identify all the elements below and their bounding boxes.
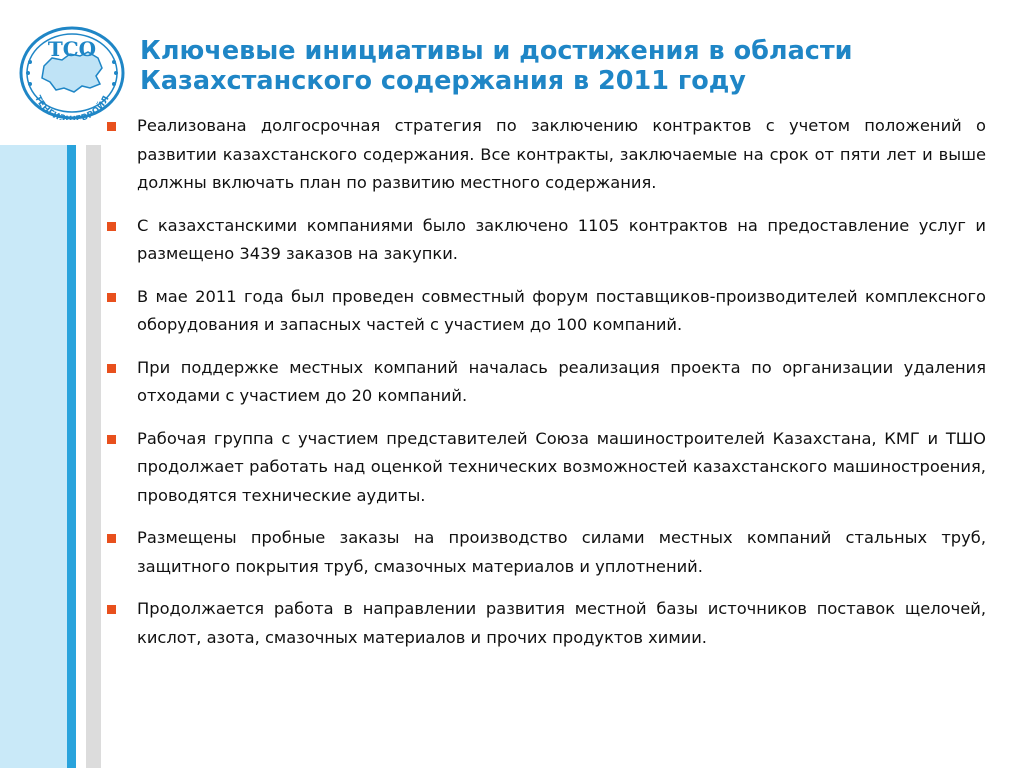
bullet-square-icon xyxy=(107,435,116,444)
logo-top-text: ТСО xyxy=(47,37,97,61)
bullet-square-icon xyxy=(107,605,116,614)
tengizchevroil-logo-icon xyxy=(18,26,126,120)
bullet-list xyxy=(104,112,986,666)
list-item-text: Рабочая группа с участием представителей Союза машиностроителей Казахстана, КМГ и ТШО продолжает работать над оценкой технических возможностей казахстанского машиностроения, проводятся технические аудиты. xyxy=(137,428,986,505)
list-item-text: В мае 2011 года был проведен совместный форум поставщиков-производителей комплексного оборудования и запасных частей с участием до 100 компаний. xyxy=(137,286,986,334)
list-item-text: Продолжается работа в направлении развития местной базы источников поставок щелочей, кислот, азота, смазочных материалов и прочих продуктов химии. xyxy=(137,599,986,647)
page-title xyxy=(140,36,1000,96)
list-item xyxy=(104,283,986,340)
list-item-text: При поддержке местных компаний началась реализация проекта по организации удаления отходами с участием до 20 компаний. xyxy=(137,357,986,405)
bullet-square-icon xyxy=(107,122,116,131)
list-item xyxy=(104,595,986,652)
title-line-1: Ключевые инициативы и достижения в области xyxy=(140,36,853,66)
list-item xyxy=(104,425,986,511)
decor-stripe-gray xyxy=(86,145,101,768)
logo-bottom-text: ТЕНГИЗШЕВРОЙЛ xyxy=(32,94,112,120)
decor-stripe-light xyxy=(0,145,67,768)
decor-stripe-gap xyxy=(76,145,86,768)
list-item xyxy=(104,112,986,198)
list-item-text: Реализована долгосрочная стратегия по заключению контрактов с учетом положений о развитии казахстанского содержания. Все контракты, заключаемые на срок от пяти лет и выше должны включать план по развитию местного содержания. xyxy=(137,116,986,192)
bullet-square-icon xyxy=(107,293,116,302)
list-item-text: Размещены пробные заказы на производство силами местных компаний стальных труб, защитного покрытия труб, смазочных материалов и уплотнений. xyxy=(137,528,986,576)
decor-stripe-blue xyxy=(67,145,76,768)
list-item xyxy=(104,524,986,581)
bullet-square-icon xyxy=(107,222,116,231)
bullet-square-icon xyxy=(107,534,116,543)
list-item-text: С казахстанскими компаниями было заключено 1105 контрактов на предоставление услуг и размещено 3439 заказов на закупки. xyxy=(137,215,986,263)
bullet-square-icon xyxy=(107,364,116,373)
list-item xyxy=(104,212,986,269)
title-line-2: Казахстанского содержания в 2011 году xyxy=(140,66,746,96)
list-item xyxy=(104,354,986,411)
